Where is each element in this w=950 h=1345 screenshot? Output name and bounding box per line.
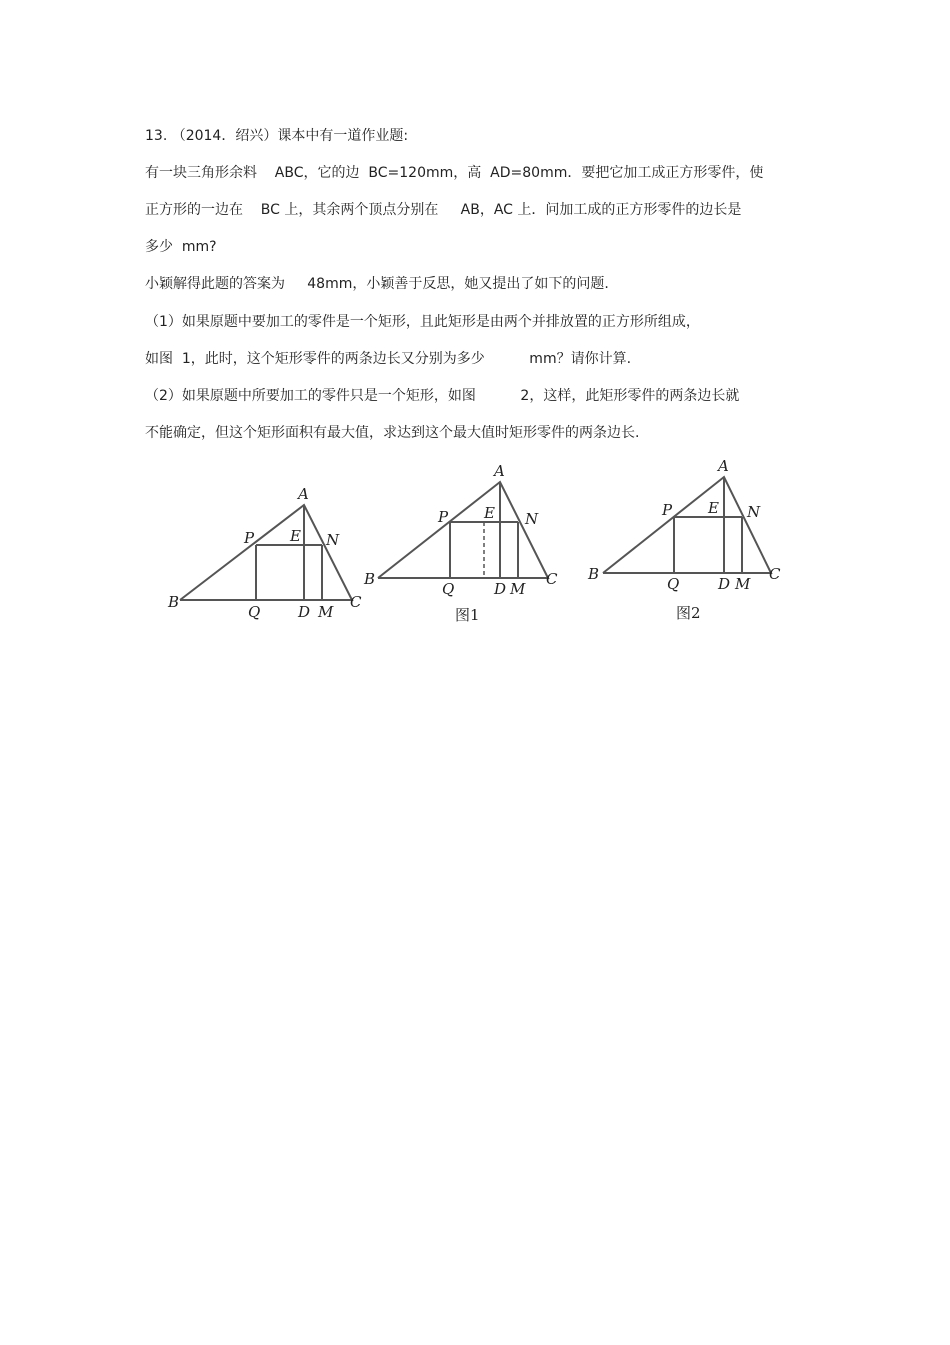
label-n: N (747, 503, 761, 521)
label-d: D (298, 603, 311, 621)
problem-line-5: 小颖解得此题的答案为 48mm，小颖善于反思，她又提出了如下的问题. (145, 276, 609, 292)
label-q: Q (442, 580, 455, 598)
label-e: E (708, 499, 719, 517)
figure-original (160, 475, 370, 625)
label-d: D (494, 580, 507, 598)
label-m: M (510, 580, 526, 598)
problem-line-6: （1）如果原题中要加工的零件是一个矩形，且此矩形是由两个并排放置的正方形所组成， (145, 314, 700, 330)
caption-figure-1: 图1 (455, 606, 480, 624)
label-m: M (318, 603, 334, 621)
figure-2 (585, 455, 795, 595)
label-c: C (546, 570, 558, 588)
label-b: B (364, 570, 376, 588)
problem-line-3: 正方形的一边在 BC 上，其余两个顶点分别在 AB，AC 上．问加工成的正方形零件的边长是 (145, 202, 742, 218)
figure-1 (360, 460, 570, 600)
label-p: P (438, 508, 449, 526)
triangle-abc (378, 482, 548, 578)
label-b: B (168, 593, 180, 611)
label-p: P (244, 529, 255, 547)
problem-line-4: 多少 mm? (145, 239, 217, 255)
label-p: P (662, 501, 673, 519)
label-n: N (326, 531, 340, 549)
label-a: A (494, 462, 505, 480)
triangle-abc (180, 505, 352, 600)
problem-line-2: 有一块三角形余料 ABC，它的边 BC=120mm，高 AD=80mm．要把它加工成正方形零件，使 (145, 165, 764, 181)
label-d: D (718, 575, 731, 593)
label-b: B (588, 565, 600, 583)
triangle-abc (603, 477, 771, 573)
label-c: C (350, 593, 362, 611)
label-e: E (484, 504, 495, 522)
problem-line-1: 13. （2014．绍兴）课本中有一道作业题: (145, 128, 409, 144)
problem-line-9: 不能确定，但这个矩形面积有最大值，求达到这个最大值时矩形零件的两条边长. (145, 425, 640, 441)
label-a: A (718, 457, 729, 475)
label-n: N (525, 510, 539, 528)
label-q: Q (248, 603, 261, 621)
caption-figure-2: 图2 (676, 604, 701, 622)
label-a: A (298, 485, 309, 503)
label-e: E (290, 527, 301, 545)
label-q: Q (667, 575, 680, 593)
problem-line-7: 如图 1，此时，这个矩形零件的两条边长又分别为多少 mm？请你计算. (145, 351, 632, 367)
label-m: M (735, 575, 751, 593)
label-c: C (769, 565, 781, 583)
problem-line-8: （2）如果原题中所要加工的零件只是一个矩形，如图 2，这样，此矩形零件的两条边长就 (145, 388, 740, 404)
